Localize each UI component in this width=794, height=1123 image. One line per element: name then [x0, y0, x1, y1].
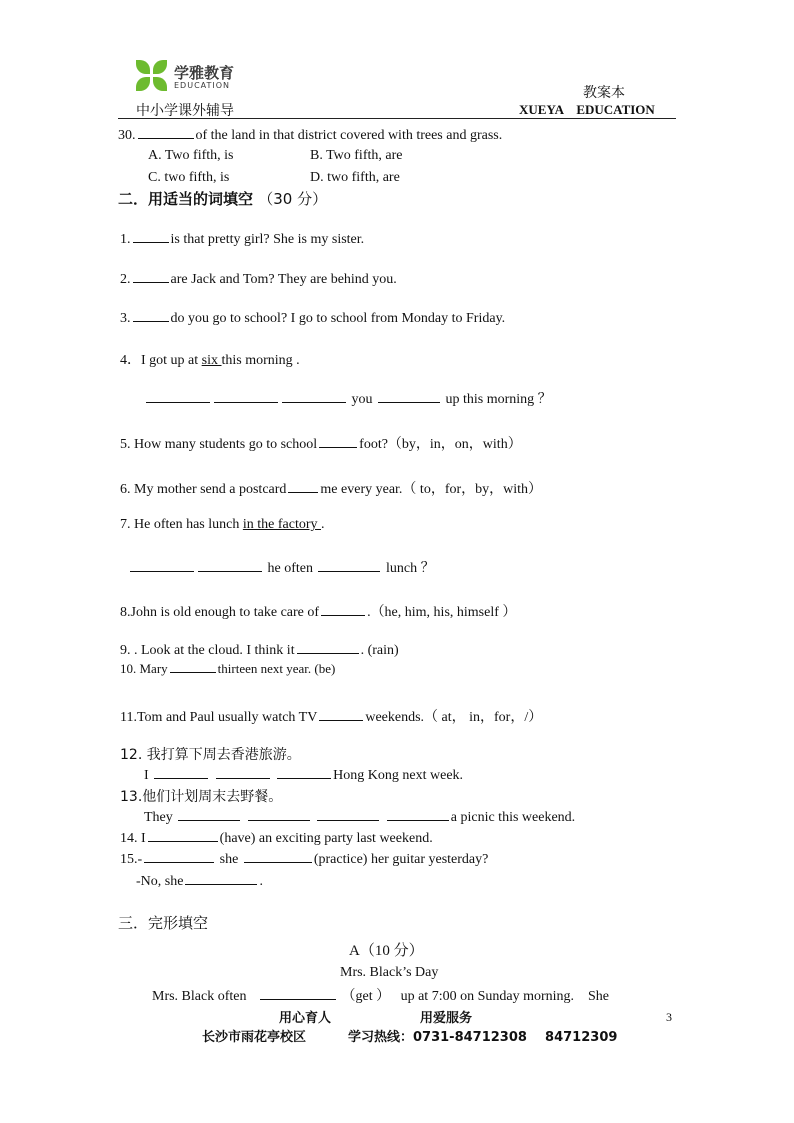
fill-q1: 1. is that pretty girl? She is my sister. [120, 232, 365, 247]
fill-q7: 7. He often has lunch in the factory . [120, 517, 325, 532]
section-3-title: 三．完形填空 [118, 914, 209, 932]
q30-stem: 30. of the land in that district covered with trees and grass. [118, 128, 503, 143]
logo-leaf-icon [153, 60, 167, 74]
logo-leaf-icon [136, 60, 150, 74]
footer-hotline: 学习热线：0731-84712308 84712309 [348, 1030, 618, 1045]
fill-q11: 11.Tom and Paul usually watch TV weekends.（ at， in，for，/） [120, 710, 543, 725]
header-rule [118, 118, 676, 119]
footer-campus: 长沙市雨花亭校区 [202, 1030, 307, 1045]
passage-line-1: Mrs. Black often （get ） up at 7:00 on Sunday morning. She [152, 989, 610, 1004]
fill-q8: 8.John is old enough to take care of .（he, him, his, himself ） [120, 605, 517, 620]
fill-q3: 3. do you go to school? I go to school from Monday to Friday. [120, 311, 506, 326]
fill-q12-cn: 12. 我打算下周去香港旅游。 [120, 747, 301, 763]
fill-q15-answer: -No, she . [136, 874, 263, 889]
logo [136, 60, 170, 94]
fill-q10: 10. Mary thirteen next year. (be) [120, 661, 336, 676]
page-number: 3 [666, 1010, 672, 1024]
logo-leaf-icon [153, 77, 167, 91]
fill-q4: 4．I got up at six this morning . [120, 353, 300, 368]
cloze-part-a: A（10 分） [349, 943, 424, 959]
q30-option-c: C. two fifth, is [148, 170, 230, 185]
fill-q15: 15.- she (practice) her guitar yesterday? [120, 852, 489, 867]
footer-slogan-right: 用爱服务 [420, 1011, 473, 1026]
fill-q13-cn: 13.他们计划周末去野餐。 [120, 789, 283, 805]
fill-q9: 9. . Look at the cloud. I think it . (rain) [120, 643, 399, 658]
logo-leaf-icon [136, 77, 150, 91]
q30-option-b: B. Two fifth, are [310, 148, 403, 163]
doc-label: 教案本 [583, 85, 625, 101]
header-subtitle: 中小学课外辅导 [136, 103, 234, 119]
fill-q6: 6. My mother send a postcard me every year.（ to，for，by，with） [120, 482, 543, 497]
fill-q7-rewrite: he often lunch ？ [128, 557, 435, 577]
q30-option-a: A. Two fifth, is [148, 148, 234, 163]
section-2-title: 二．用适当的词填空 （30 分） [118, 190, 328, 208]
fill-q14: 14. I (have) an exciting party last weekend. [120, 831, 433, 846]
footer-slogan-left: 用心育人 [279, 1011, 332, 1026]
q30-option-d: D. two fifth, are [310, 170, 400, 185]
fill-q13: They a picnic this weekend. [144, 810, 576, 825]
fill-q5: 5. How many students go to school foot?（by，in，on，with） [120, 437, 522, 452]
org-right: XUEYA EDUCATION [519, 102, 655, 117]
fill-q4-rewrite: you up this morning ？ [144, 388, 552, 408]
fill-q12: I Hong Kong next week. [144, 768, 464, 783]
fill-q2: 2. are Jack and Tom? They are behind you. [120, 272, 397, 287]
brand-cn: 学雅教育 [174, 64, 235, 82]
passage-title: Mrs. Black’s Day [340, 965, 439, 980]
brand-en: EDUCATION [174, 81, 231, 90]
